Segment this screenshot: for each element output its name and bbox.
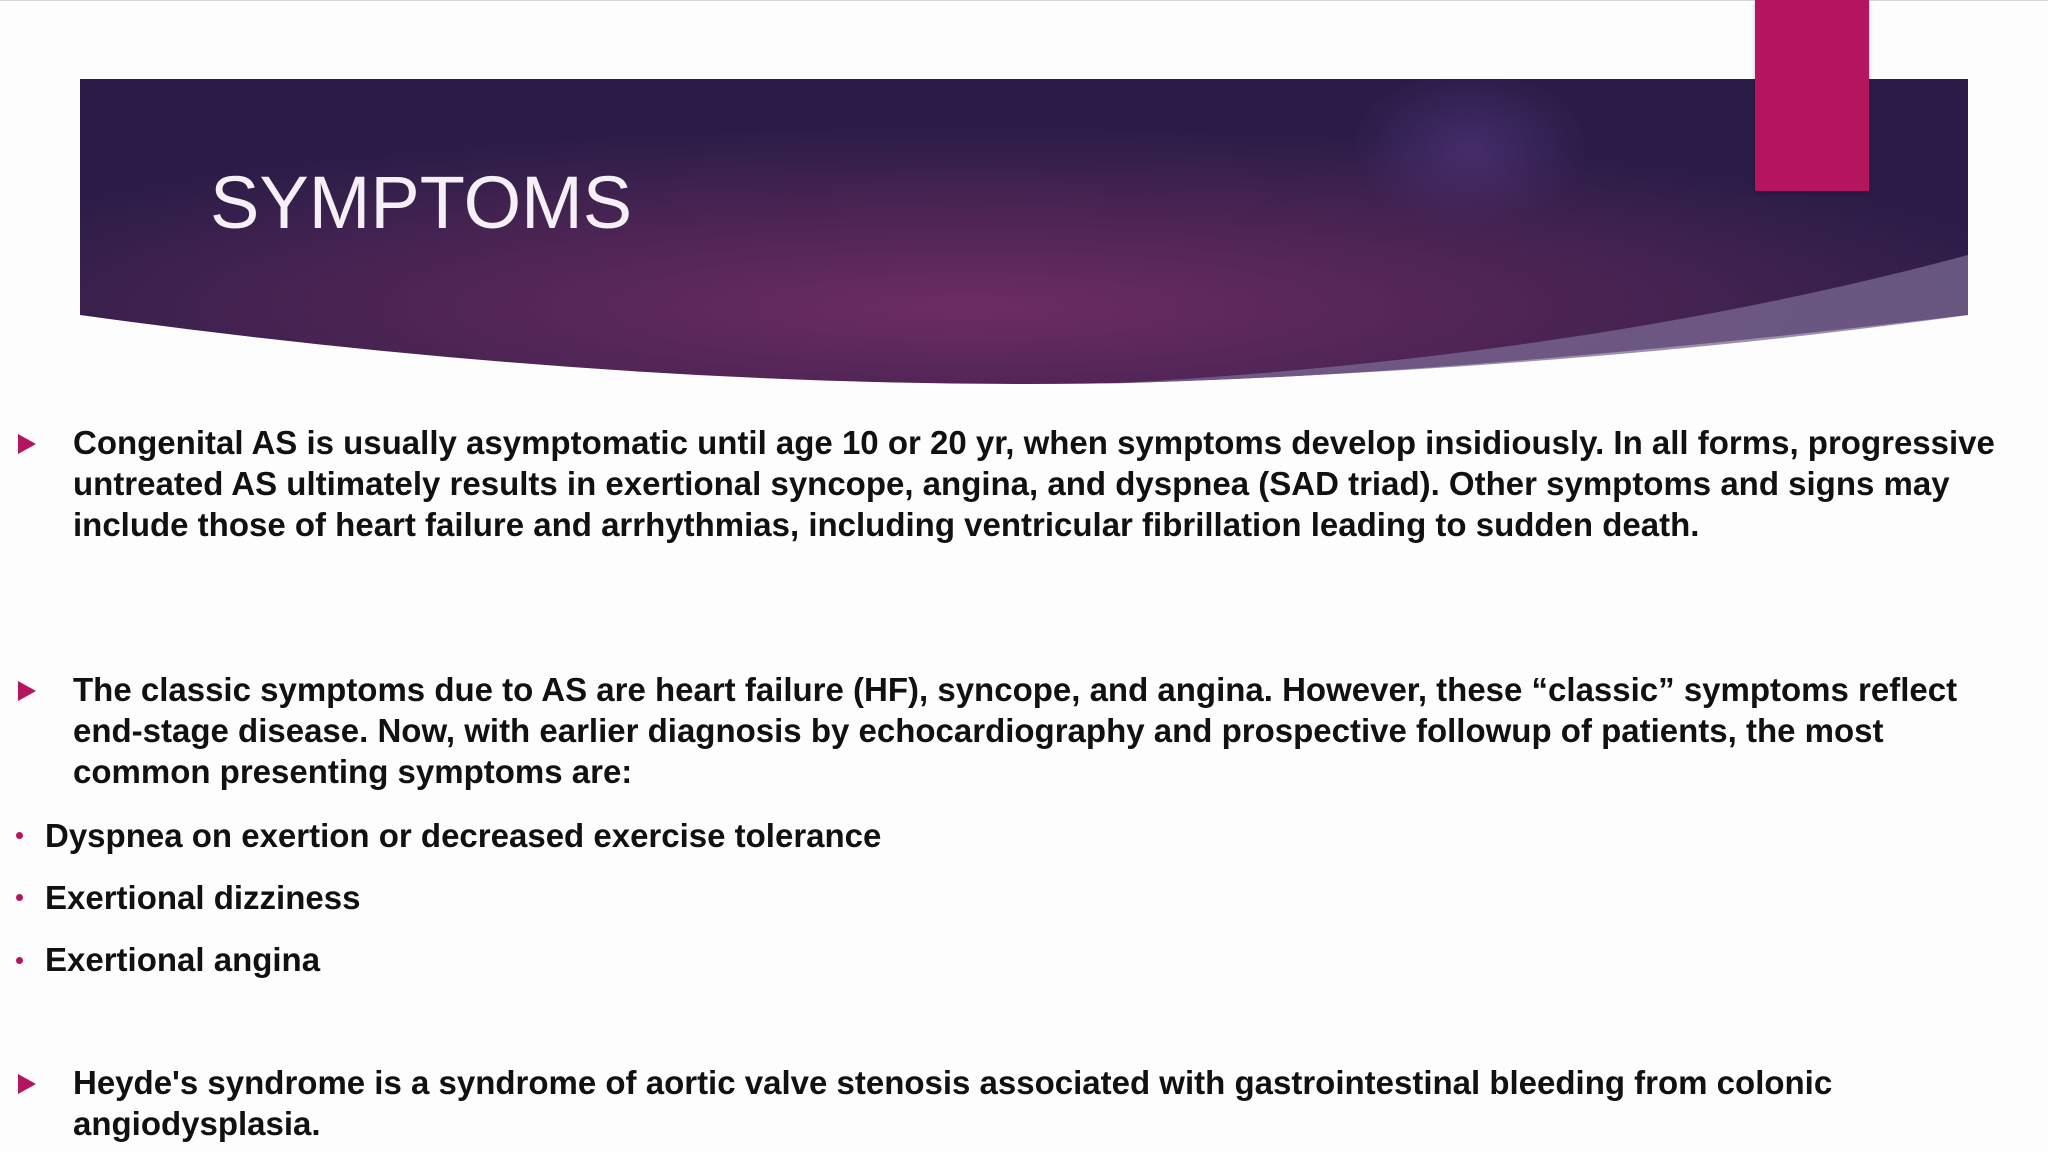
bullet-classic-symptoms: The classic symptoms due to AS are heart failure (HF), syncope, and angina. However, these “classic” symptoms reflect end-stage disease. Now, with earlier diagnosis by echocardiography and prospective followup of patients, the most common presenting symptoms are: <box>73 671 1958 790</box>
accent-tab <box>1755 0 1869 191</box>
sub-bullet-dyspnea: Dyspnea on exertion or decreased exercise tolerance <box>45 817 882 854</box>
dot-bullet-icon <box>16 894 23 901</box>
dot-bullet-icon <box>16 832 23 839</box>
slide-title: SYMPTOMS <box>210 161 633 244</box>
triangle-bullet-icon <box>18 434 36 454</box>
sub-bullet-angina: Exertional angina <box>45 941 321 978</box>
triangle-bullet-icon <box>18 681 36 701</box>
sub-bullet-dizziness: Exertional dizziness <box>45 879 361 916</box>
dot-bullet-icon <box>16 957 23 964</box>
triangle-bullet-icon <box>18 1074 36 1094</box>
top-border-line <box>0 0 2048 1</box>
bullet-heyde-syndrome: Heyde's syndrome is a syndrome of aortic valve stenosis associated with gastrointestinal bleeding from colonic angiodysplasia. <box>73 1064 1833 1142</box>
bullet-congenital-as: Congenital AS is usually asymptomatic until age 10 or 20 yr, when symptoms develop insidiously. In all forms, progressive untreated AS ultimately results in exertional syncope, angina, and dyspnea (SAD triad). Other symptoms and signs may include those of heart failure and arrhythmias, including ventricular fibrillation leading to sudden death. <box>73 424 1995 543</box>
